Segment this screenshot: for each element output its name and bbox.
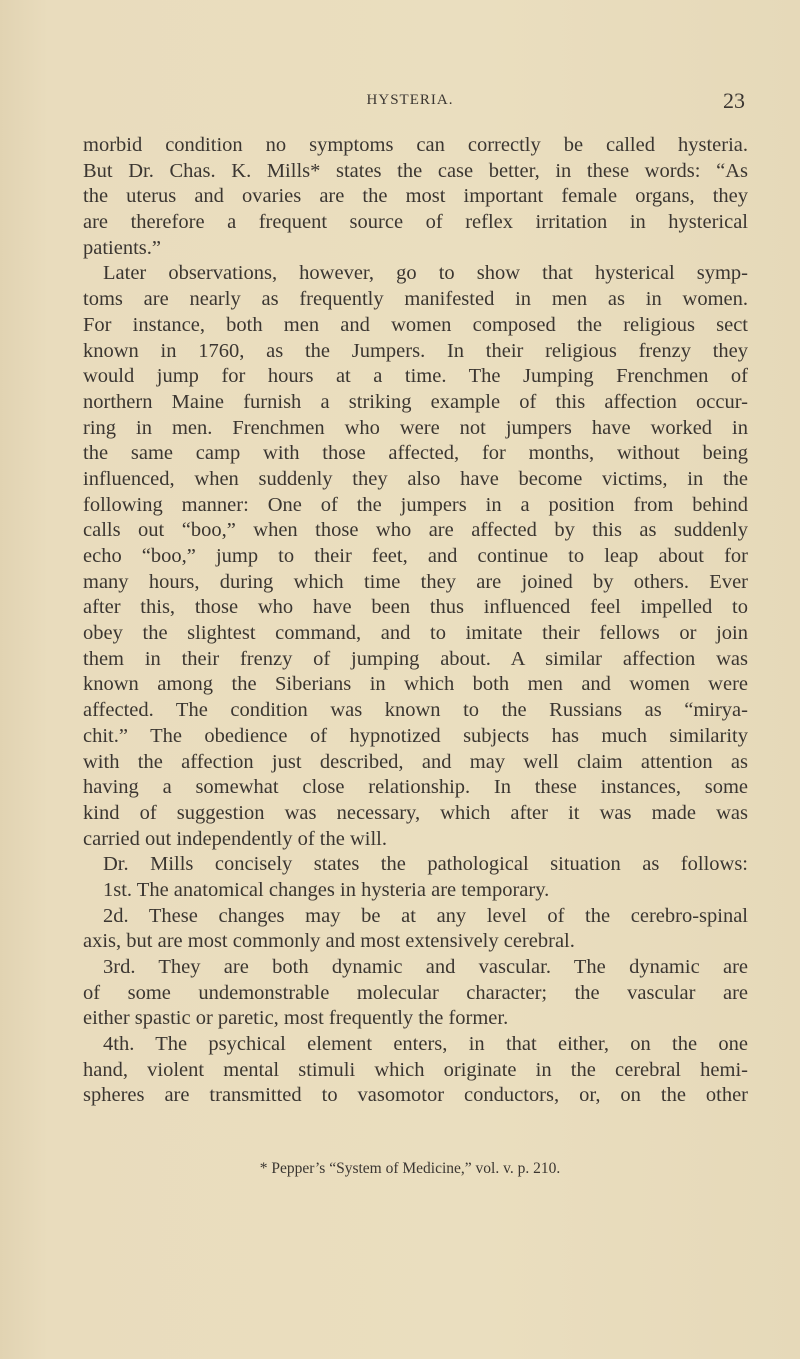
text-line: the same camp with those affected, for months, without being bbox=[83, 442, 748, 465]
text-line: of some undemonstrable molecular character; the vascular are bbox=[83, 981, 748, 1004]
text-line: toms are nearly as frequently manifested in men as in women. bbox=[83, 288, 748, 311]
text-line: Later observations, however, go to show that hysterical symp- bbox=[103, 262, 748, 285]
text-line: following manner: One of the jumpers in a position from behind bbox=[83, 493, 748, 516]
text-line: influenced, when suddenly they also have become victims, in the bbox=[83, 467, 748, 490]
running-head-title: HYSTERIA. bbox=[366, 92, 454, 108]
text-line: carried out independently of the will. bbox=[83, 827, 387, 850]
text-line: But Dr. Chas. K. Mills* states the case better, in these words: “As bbox=[83, 159, 748, 182]
text-line: hand, violent mental stimuli which originate in the cerebral hemi- bbox=[83, 1058, 748, 1081]
text-line: either spastic or paretic, most frequently the former. bbox=[83, 1007, 509, 1030]
text-line: calls out “boo,” when those who are affected by this as suddenly bbox=[83, 519, 748, 542]
text-line: them in their frenzy of jumping about. A similar affection was bbox=[83, 647, 748, 670]
text-line: morbid condition no symptoms can correctly be called hysteria. bbox=[83, 134, 748, 156]
text-line: Dr. Mills concisely states the pathological situation as follows: bbox=[103, 853, 748, 876]
text-line: known in 1760, as the Jumpers. In their religious frenzy they bbox=[83, 339, 748, 362]
text-line: ring in men. Frenchmen who were not jumpers have worked in bbox=[83, 416, 748, 439]
text-line: 4th. The psychical element enters, in that either, on the one bbox=[103, 1033, 748, 1056]
text-line: kind of suggestion was necessary, which after it was made was bbox=[83, 801, 748, 824]
text-line: 1st. The anatomical changes in hysteria are temporary. bbox=[103, 878, 550, 901]
text-line: the uterus and ovaries are the most important female organs, they bbox=[83, 185, 748, 208]
text-line: northern Maine furnish a striking example of this affection occur- bbox=[83, 390, 748, 413]
text-line: 3rd. They are both dynamic and vascular. The dynamic are bbox=[103, 956, 748, 978]
text-line: 2d. These changes may be at any level of the cerebro-spinal bbox=[103, 904, 748, 927]
text-line: having a somewhat close relationship. In these instances, some bbox=[83, 776, 748, 799]
text-line: axis, but are most commonly and most extensively cerebral. bbox=[83, 930, 575, 953]
text-line: known among the Siberians in which both men and women were bbox=[83, 673, 748, 696]
text-line: obey the slightest command, and to imitate their fellows or join bbox=[83, 622, 748, 645]
text-line: with the affection just described, and may well claim attention as bbox=[83, 750, 748, 773]
text-line: would jump for hours at a time. The Jumping Frenchmen of bbox=[83, 365, 748, 388]
body-text bbox=[83, 133, 748, 1109]
running-head bbox=[0, 90, 800, 114]
text-line: echo “boo,” jump to their feet, and continue to leap about for bbox=[83, 545, 748, 567]
text-line: affected. The condition was known to the Russians as “mirya- bbox=[83, 699, 748, 722]
text-line: chit.” The obedience of hypnotized subjects has much similarity bbox=[83, 724, 748, 747]
text-line: after this, those who have been thus influenced feel impelled to bbox=[83, 596, 748, 619]
text-line: patients.” bbox=[83, 236, 161, 259]
text-line: many hours, during which time they are joined by others. Ever bbox=[83, 570, 748, 593]
page-number: 23 bbox=[723, 88, 745, 113]
text-line: are therefore a frequent source of reflex irritation in hysterical bbox=[83, 211, 748, 234]
footnote: * Pepper’s “System of Medicine,” vol. v. p. 210. bbox=[259, 1160, 561, 1177]
text-line: For instance, both men and women composed the religious sect bbox=[83, 313, 748, 336]
text-line: spheres are transmitted to vasomotor conductors, or, on the other bbox=[83, 1084, 748, 1107]
